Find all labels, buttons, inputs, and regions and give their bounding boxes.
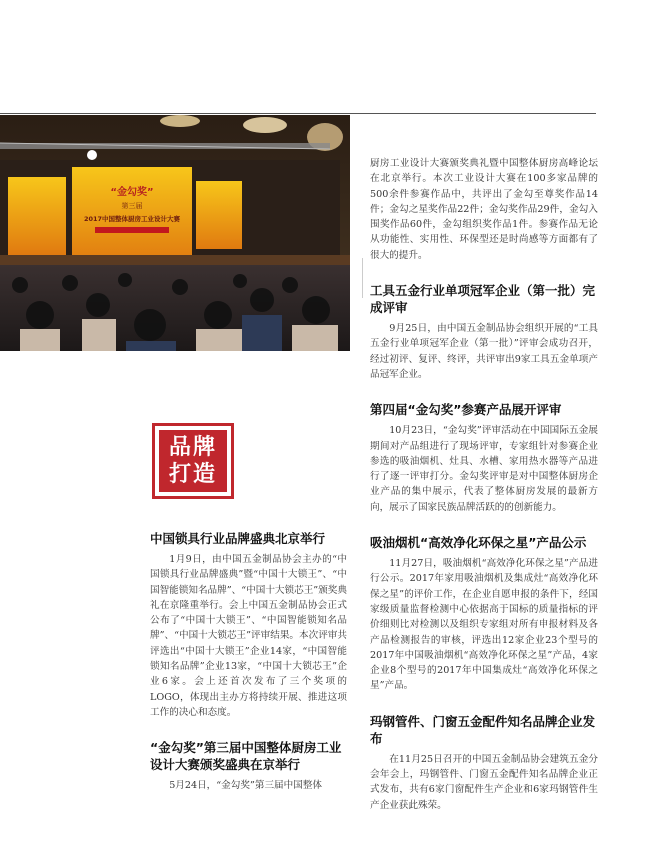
left-column: [150, 530, 347, 813]
screen-title: “金勾奖”: [110, 187, 154, 198]
ceremony-photo-illustration: [0, 115, 350, 351]
article-range-hood-eco-star: [370, 534, 598, 694]
badge-line-2: 打造: [168, 462, 217, 487]
article-title: “金勾奖”第三届中国整体厨房工业设计大赛颁奖盛典在京举行: [150, 740, 342, 773]
article-title: 中国锁具行业品牌盛典北京举行: [150, 531, 326, 546]
article-pipe-fittings-brands: [370, 713, 598, 813]
article-body: 11月27日，吸油烟机“高效净化环保之星”产品进行公示。2017年家用吸油烟机及集成灶“高效净化环保之星”的评价工作，在企业自愿申报的条件下，经国家级质量监督检测中心依据高于国标的质量指标的评价细则比对检测以及组织专家组对所有申报材料及各产品检测报告的审核，评选出12家企业23个型号的2017年中国吸油烟机“高效净化环保之星”产品，4家企业8个型号的2017年中国集成灶“高效净化环保之星”产品。: [370, 558, 598, 692]
article-title: 玛钢管件、门窗五金配件知名品牌企业发布: [370, 713, 596, 746]
article-body: 10月23日，“金勾奖”评审活动在中国国际五金展期间对产品组进行了现场评审，专家组针对参赛企业参选的吸油烟机、灶具、水槽、家用热水器等产品进行了逐一评审打分。金勾奖评审是对中国整体厨房企业产品的集中展示，代表了整体厨房发展的最新方向，展示了国家民族品牌活跃的的创新能力。: [370, 425, 598, 513]
article-body: 9月25日，由中国五金制品协会组织开展的“工具五金行业单项冠军企业（第一批）”评审会成功召开，经过初评、复评、终评，共评审出9家工具五金单项产品冠军企业。: [370, 323, 598, 380]
column-divider: [362, 258, 363, 298]
screen-subtitle: 第三届: [121, 202, 143, 210]
article-jingou-design-award: [150, 739, 347, 793]
article-body: 5月24日，“金勾奖”第三届中国整体: [169, 780, 323, 792]
article-title: 工具五金行业单项冠军企业（第一批）完成评审: [370, 283, 596, 316]
article-body-continued: 厨房工业设计大赛颁奖典礼暨中国整体厨房高峰论坛在北京举行。本次工业设计大赛在100多家品牌的500余件参赛作品中，共评出了金勾至尊奖作品14件；金勾之星奖作品22件；金勾奖作品29件，金勾入围奖作品60件，金勾组织奖作品1件。参赛作品无论从功能性、实用性、环保型还是时尚感等方面都有了很大的提升。: [370, 158, 598, 261]
badge-inner: [159, 430, 227, 492]
brand-building-badge: [152, 423, 234, 499]
article-body: 1月9日，由中国五金制品协会主办的“中国锁具行业品牌盛典”暨“中国十大锁王”、“中国智能锁知名品牌”、“中国十大锁芯王”颁奖典礼在京隆重举行。会上中国五金制品协会正式公布了“中国十大锁王”、“中国智能锁知名品牌”、“中国十大锁芯王”评审结果。本次评审共评选出“中国十大锁王”企业14家，“中国智能锁知名品牌”企业13家，“中国十大锁芯王”企业6家。会上还首次发布了三个奖项的LOGO，体现出主办方将持续开展、推进这项工作的决心和态度。: [150, 554, 347, 718]
article-title: 第四届“金勾奖”参赛产品展开评审: [370, 402, 562, 418]
top-rule: [0, 113, 596, 114]
ceremony-photo: [0, 115, 350, 351]
article-lock-brand-gala: [150, 530, 347, 720]
article-jingou-product-review: [370, 401, 598, 515]
badge-line-1: 品牌: [168, 435, 217, 460]
article-tool-hardware-champions: [370, 282, 598, 382]
article-continuation: [370, 156, 598, 263]
article-body: 在11月25日召开的中国五金制品协会建筑五金分会年会上，玛钢管件、门窗五金配件知名品牌企业正式发布，共有6家门窗配件生产企业和6家玛钢管件生产企业获此殊荣。: [370, 753, 598, 811]
right-column: [370, 156, 598, 832]
article-title: 吸油烟机“高效净化环保之星”产品公示: [370, 535, 587, 551]
screen-caption: 2017中国整体厨房工业设计大赛: [83, 215, 181, 223]
